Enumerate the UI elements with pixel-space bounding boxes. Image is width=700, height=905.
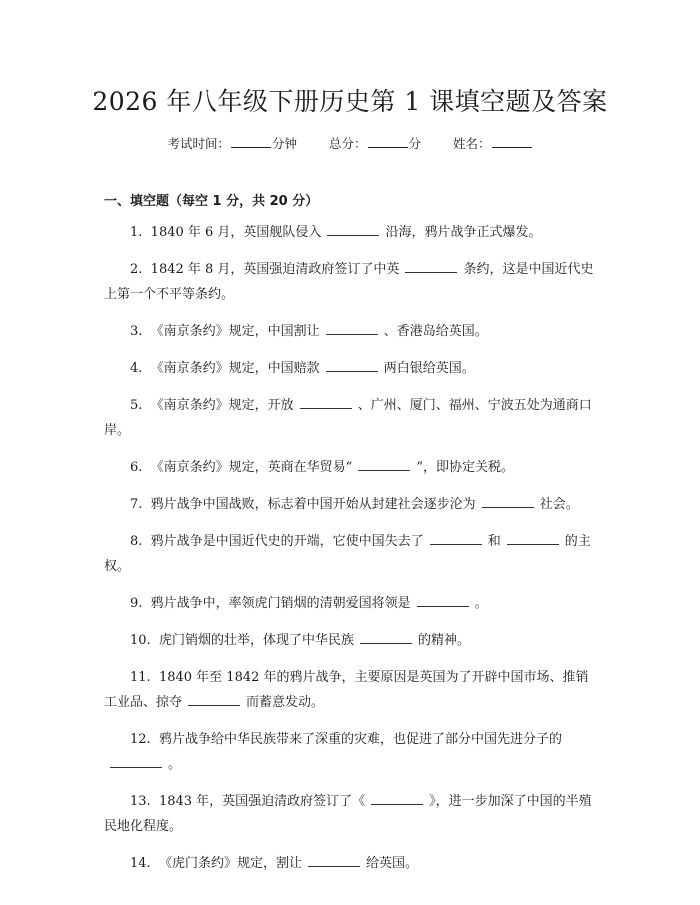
score-blank	[368, 137, 408, 148]
question-item	[104, 319, 594, 344]
question-text: 鸦片战争中，率领虎门销烟的清朝爱国将领是	[150, 596, 411, 611]
question-text: 鸦片战争给中华民族带来了深重的灾难，也促进了部分中国先进分子的	[158, 732, 562, 747]
question-item	[104, 665, 594, 715]
question-item	[104, 529, 594, 579]
question-text: 。	[474, 596, 488, 611]
answer-blank[interactable]	[300, 398, 352, 409]
score-field	[329, 134, 421, 152]
question-text: 1840 年 6 月，英国舰队侵入	[150, 225, 322, 240]
name-field	[453, 134, 533, 152]
question-text: 《南京条约》规定，中国割让	[150, 324, 320, 339]
question-number: 7.	[130, 497, 151, 512]
question-number: 10.	[130, 633, 159, 648]
answer-blank[interactable]	[327, 225, 379, 236]
answer-blank[interactable]	[110, 757, 162, 768]
section-heading: 一、填空题（每空 1 分，共 20 分）	[104, 194, 319, 209]
question-item	[104, 628, 594, 653]
question-item	[104, 492, 594, 517]
question-text: 给英国。	[365, 856, 418, 871]
answer-blank[interactable]	[326, 324, 378, 335]
answer-blank[interactable]	[188, 695, 240, 706]
question-text: 。	[168, 757, 182, 772]
question-text: 和	[487, 534, 501, 549]
name-blank	[492, 137, 532, 148]
question-number: 4.	[130, 361, 151, 376]
question-text: 、香港岛给英国。	[383, 324, 488, 339]
question-text: 鸦片战争中国战败，标志着中国开始从封建社会逐步沦为	[150, 497, 476, 512]
question-item	[104, 356, 594, 381]
question-number: 14.	[130, 856, 159, 871]
time-unit: 分钟	[271, 136, 297, 151]
question-text: 《南京条约》规定，英商在华贸易“	[150, 460, 353, 475]
question-number: 9.	[130, 596, 151, 611]
answer-blank[interactable]	[326, 361, 378, 372]
question-item	[104, 455, 594, 480]
question-text: 社会。	[539, 497, 579, 512]
question-text: 1840 年至 1842 年的鸦片战争，主要原因是英国为了开辟中国市场、推销工业品、掠夺	[104, 670, 589, 710]
question-text: 》，进一步加深了中国的半殖民地化程度。	[104, 794, 592, 834]
question-item	[104, 789, 594, 839]
question-text: ”，即协定关税。	[416, 460, 514, 475]
question-text: 条约，这是中国近代史上第一个不平等条约。	[104, 262, 594, 302]
question-text: 而蓄意发动。	[246, 695, 325, 710]
question-number: 3.	[130, 324, 151, 339]
answer-blank[interactable]	[430, 534, 482, 545]
question-item	[104, 220, 594, 245]
question-number: 5.	[130, 398, 151, 413]
answer-blank[interactable]	[360, 633, 412, 644]
question-item	[104, 727, 594, 777]
answer-blank[interactable]	[308, 856, 360, 867]
answer-blank[interactable]	[507, 534, 559, 545]
question-number: 13.	[130, 794, 159, 809]
answer-blank[interactable]	[358, 460, 410, 471]
score-label: 总分：	[328, 136, 367, 151]
question-number: 11.	[130, 670, 159, 685]
time-field	[167, 134, 297, 152]
question-list	[104, 220, 594, 888]
question-text: 《虎门条约》规定，割让	[158, 856, 302, 871]
question-item	[104, 393, 594, 443]
time-label: 考试时间：	[167, 136, 230, 151]
answer-blank[interactable]	[405, 262, 457, 273]
question-text: 虎门销烟的壮举，体现了中华民族	[158, 633, 354, 648]
question-text: 两白银给英国。	[383, 361, 475, 376]
question-number: 6.	[130, 460, 151, 475]
exam-meta	[0, 134, 700, 152]
answer-blank[interactable]	[371, 794, 423, 805]
question-item	[104, 591, 594, 616]
answer-blank[interactable]	[482, 497, 534, 508]
question-number: 1.	[130, 225, 151, 240]
question-item	[104, 851, 594, 876]
question-text: 的主权。	[104, 534, 591, 574]
question-text: 《南京条约》规定，中国赔款	[150, 361, 320, 376]
question-text: 、广州、厦门、福州、宁波五处为通商口岸。	[104, 398, 592, 438]
question-number: 2.	[130, 262, 151, 277]
time-blank	[231, 137, 271, 148]
question-text: 1843 年，英国强迫清政府签订了《	[158, 794, 366, 809]
question-item	[104, 257, 594, 307]
question-number: 8.	[130, 534, 151, 549]
question-text: 《南京条约》规定，开放	[150, 398, 294, 413]
score-unit: 分	[408, 136, 422, 151]
question-text: 1842 年 8 月，英国强迫清政府签订了中英	[150, 262, 400, 277]
question-text: 沿海，鸦片战争正式爆发。	[385, 225, 542, 240]
page-title: 2026 年八年级下册历史第 1 课填空题及答案	[92, 87, 608, 116]
question-text: 鸦片战争是中国近代史的开端，它使中国失去了	[150, 534, 424, 549]
question-text: 的精神。	[417, 633, 470, 648]
name-label: 姓名：	[453, 136, 491, 151]
answer-blank[interactable]	[417, 596, 469, 607]
question-number: 12.	[130, 732, 159, 747]
